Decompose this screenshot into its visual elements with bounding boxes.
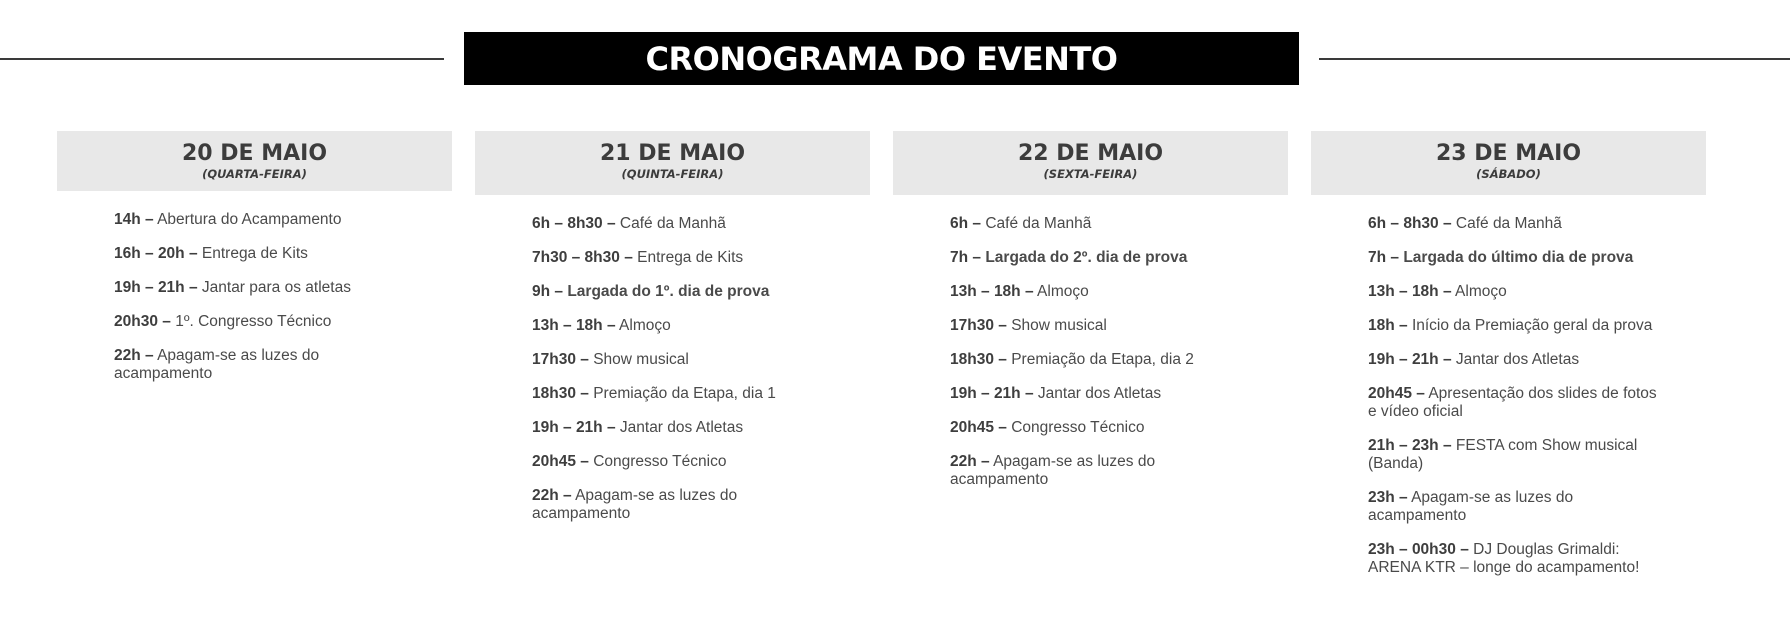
- schedule-item: [114, 245, 414, 263]
- schedule-list: [57, 191, 452, 383]
- schedule-description: Abertura do Acampamento: [157, 211, 342, 228]
- day-header: [893, 131, 1288, 195]
- schedule-time: 18h –: [1368, 317, 1408, 334]
- page-title: [464, 32, 1299, 85]
- schedule-description: Jantar dos Atletas: [1455, 351, 1580, 368]
- schedule-description: Show musical: [593, 351, 689, 368]
- day-column-4: [1311, 131, 1706, 593]
- schedule-description: DJ Douglas Grimaldi: ARENA KTR – longe do acampamento!: [1368, 541, 1640, 576]
- day-date: 22 DE MAIO: [1017, 141, 1164, 166]
- schedule-item: [114, 211, 414, 229]
- schedule-time: 23h –: [1368, 489, 1408, 506]
- schedule-item: [532, 453, 832, 471]
- day-date: 23 DE MAIO: [1435, 141, 1582, 166]
- schedule-item: [1368, 249, 1668, 267]
- schedule-description: Início da Premiação geral da prova: [1411, 317, 1653, 334]
- schedule-item: [1368, 385, 1668, 421]
- schedule-description: Jantar dos Atletas: [619, 419, 744, 436]
- schedule-time: 6h –: [950, 215, 982, 232]
- schedule-item: [950, 215, 1250, 233]
- day-header: [57, 131, 452, 191]
- schedule-item: [532, 317, 832, 335]
- schedule-list: [1311, 195, 1706, 577]
- header-divider-left: [0, 58, 444, 60]
- schedule-description: Café da Manhã: [619, 215, 726, 232]
- schedule-item: [1368, 437, 1668, 473]
- schedule-time: 13h – 18h –: [532, 317, 616, 334]
- schedule-description: 1º. Congresso Técnico: [175, 313, 332, 330]
- schedule-description: Premiação da Etapa, dia 2: [1011, 351, 1194, 368]
- schedule-item: [950, 249, 1250, 267]
- schedule-description: Apresentação dos slides de fotos e vídeo oficial: [1368, 385, 1657, 420]
- day-weekday: (SÁBADO): [1476, 167, 1541, 181]
- schedule-item: [114, 347, 414, 383]
- schedule-description: Almoço: [1455, 283, 1507, 300]
- day-weekday: (SEXTA-FEIRA): [1043, 167, 1138, 181]
- schedule-time: 22h –: [532, 487, 572, 504]
- schedule-description: Entrega de Kits: [637, 249, 744, 266]
- schedule-description: Apagam-se as luzes do acampamento: [950, 453, 1156, 488]
- schedule-description: Café da Manhã: [1455, 215, 1562, 232]
- schedule-description: Almoço: [1037, 283, 1089, 300]
- schedule-time: 19h – 21h –: [1368, 351, 1452, 368]
- schedule-description: Jantar para os atletas: [201, 279, 351, 296]
- day-column-3: [893, 131, 1288, 505]
- day-date: 21 DE MAIO: [599, 141, 746, 166]
- schedule-time: 7h –: [950, 249, 982, 266]
- schedule-time: 17h30 –: [950, 317, 1007, 334]
- schedule-time: 13h – 18h –: [1368, 283, 1452, 300]
- header-divider-right: [1319, 58, 1790, 60]
- schedule-time: 19h – 21h –: [114, 279, 198, 296]
- schedule-description: Congresso Técnico: [593, 453, 727, 470]
- schedule-time: 18h30 –: [950, 351, 1007, 368]
- schedule-item: [1368, 317, 1668, 335]
- schedule-time: 7h30 – 8h30 –: [532, 249, 633, 266]
- schedule-item: [950, 283, 1250, 301]
- schedule-item: [1368, 351, 1668, 369]
- schedule-item: [950, 317, 1250, 335]
- schedule-description: Premiação da Etapa, dia 1: [593, 385, 776, 402]
- schedule-item: [950, 351, 1250, 369]
- schedule-time: 17h30 –: [532, 351, 589, 368]
- day-header: [1311, 131, 1706, 195]
- schedule-description: Café da Manhã: [985, 215, 1092, 232]
- schedule-item: [114, 279, 414, 297]
- schedule-description: Show musical: [1011, 317, 1107, 334]
- day-header: [475, 131, 870, 195]
- schedule-time: 13h – 18h –: [950, 283, 1034, 300]
- schedule-time: 20h45 –: [950, 419, 1007, 436]
- schedule-time: 18h30 –: [532, 385, 589, 402]
- day-weekday: (QUINTA-FEIRA): [621, 167, 724, 181]
- schedule-time: 20h45 –: [1368, 385, 1425, 402]
- schedule-item: [532, 487, 832, 523]
- schedule-time: 19h – 21h –: [950, 385, 1034, 402]
- schedule-item: [532, 385, 832, 403]
- day-weekday: (QUARTA-FEIRA): [202, 167, 307, 181]
- schedule-time: 19h – 21h –: [532, 419, 616, 436]
- schedule-list: [475, 195, 870, 523]
- schedule-item: [532, 283, 832, 301]
- schedule-description: Almoço: [619, 317, 671, 334]
- schedule-item: [1368, 541, 1668, 577]
- schedule-description: Congresso Técnico: [1011, 419, 1145, 436]
- schedule-item: [950, 419, 1250, 437]
- schedule-item: [1368, 489, 1668, 525]
- schedule-item: [950, 453, 1250, 489]
- schedule-item: [532, 215, 832, 233]
- schedule-item: [532, 351, 832, 369]
- schedule-time: 21h – 23h –: [1368, 437, 1452, 454]
- page-title-text: CRONOGRAMA DO EVENTO: [645, 39, 1118, 78]
- schedule-description: FESTA com Show musical (Banda): [1368, 437, 1638, 472]
- schedule-time: 7h –: [1368, 249, 1400, 266]
- schedule-time: 22h –: [950, 453, 990, 470]
- schedule-description: Jantar dos Atletas: [1037, 385, 1162, 402]
- schedule-description: Largada do 2º. dia de prova: [985, 249, 1188, 266]
- schedule-time: 14h –: [114, 211, 154, 228]
- schedule-description: Largada do 1º. dia de prova: [567, 283, 770, 300]
- day-column-2: [475, 131, 870, 539]
- schedule-list: [893, 195, 1288, 489]
- schedule-item: [114, 313, 414, 331]
- schedule-item: [532, 249, 832, 267]
- schedule-time: 6h – 8h30 –: [1368, 215, 1452, 232]
- day-date: 20 DE MAIO: [181, 141, 328, 166]
- schedule-item: [1368, 215, 1668, 233]
- schedule-time: 16h – 20h –: [114, 245, 198, 262]
- schedule-time: 20h30 –: [114, 313, 171, 330]
- schedule-time: 6h – 8h30 –: [532, 215, 616, 232]
- schedule-description: Entrega de Kits: [201, 245, 308, 262]
- day-column-1: [57, 131, 452, 399]
- schedule-item: [1368, 283, 1668, 301]
- schedule-time: 22h –: [114, 347, 154, 364]
- schedule-description: Apagam-se as luzes do acampamento: [114, 347, 320, 382]
- schedule-description: Largada do último dia de prova: [1403, 249, 1634, 266]
- schedule-item: [950, 385, 1250, 403]
- schedule-item: [532, 419, 832, 437]
- schedule-description: Apagam-se as luzes do acampamento: [532, 487, 738, 522]
- schedule-description: Apagam-se as luzes do acampamento: [1368, 489, 1574, 524]
- schedule-time: 23h – 00h30 –: [1368, 541, 1469, 558]
- schedule-time: 20h45 –: [532, 453, 589, 470]
- schedule-time: 9h –: [532, 283, 564, 300]
